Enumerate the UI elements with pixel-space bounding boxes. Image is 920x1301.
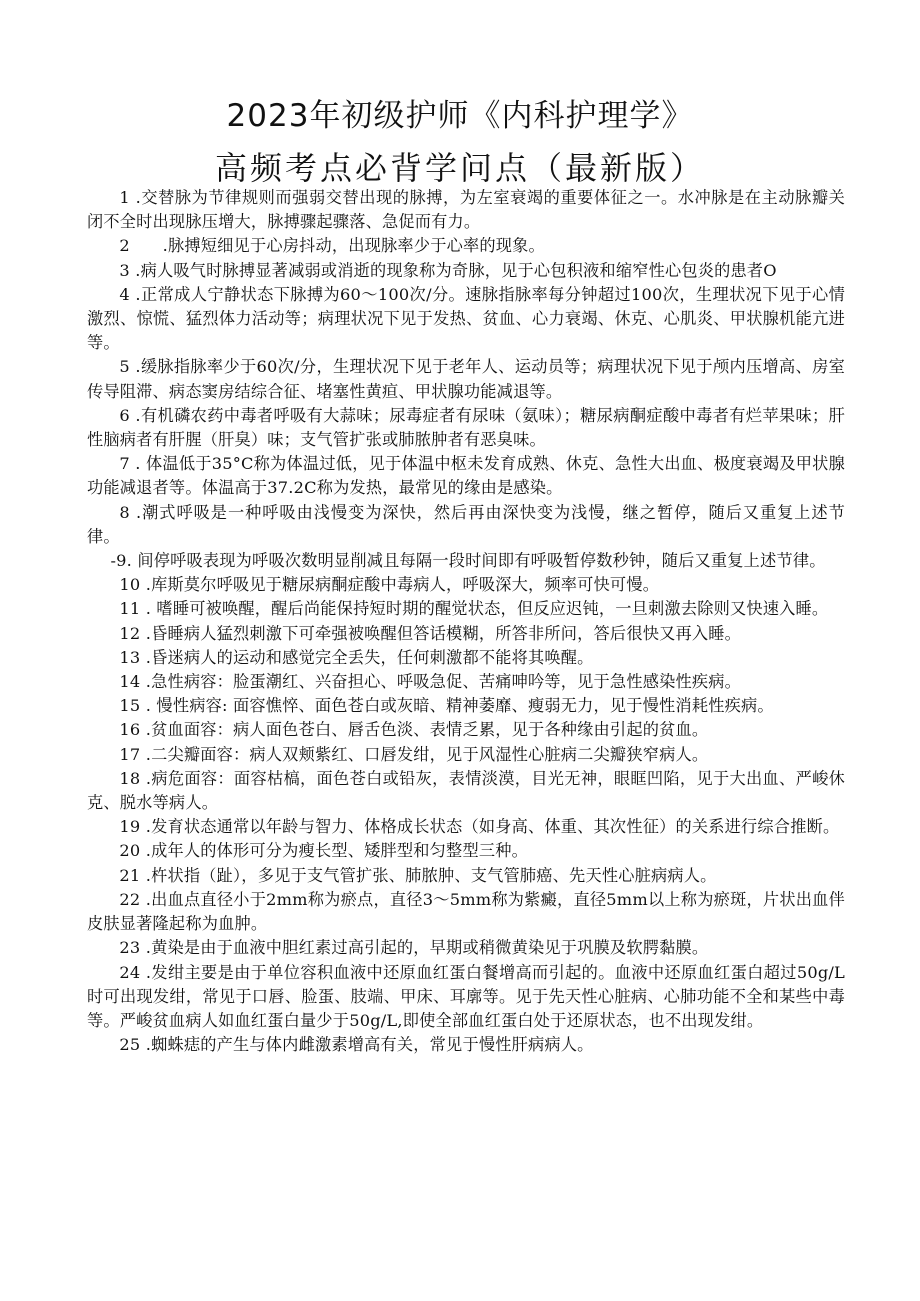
paragraph: 22 .出血点直径小于2mm称为瘀点，直径3～5mm称为紫癜，直径5mm以上称为瘀斑，片状出血伴皮肤显著隆起称为血肿。 [87, 889, 845, 934]
paragraph: 23 .黄染是由于血液中胆红素过高引起的，早期或稍微黄染见于巩膜及软腭黏膜。 [119, 938, 709, 958]
paragraph: -9. 间停呼吸表现为呼吸次数明显削减且每隔一段时间即有呼吸暂停数秒钟，随后又重复上述节律。 [110, 551, 826, 571]
paragraph: 10 .库斯莫尔呼吸见于糖尿病酮症酸中毒病人，呼吸深大，频率可快可慢。 [119, 575, 660, 595]
document-body [87, 186, 845, 1057]
paragraph: 6 .有机磷农药中毒者呼吸有大蒜味；尿毒症者有尿味（氨味）；糖尿病酮症酸中毒者有烂苹果味；肝性脑病者有肝腥（肝臭）味；支气管扩张或肺脓肿者有恶臭味。 [87, 405, 845, 450]
paragraph: 4 .正常成人宁静状态下脉搏为60～100次/分。速脉指脉率每分钟超过100次，生理状况下见于心情激烈、惊慌、猛烈体力活动等；病理状况下见于发热、贫血、心力衰竭、休克、心肌炎、甲状腺机能亢进等。 [87, 284, 845, 353]
paragraph: 12 .昏睡病人猛烈刺激下可牵强被唤醒但答话模糊，所答非所问，答后很快又再入睡。 [119, 623, 742, 643]
paragraph: 13 .昏迷病人的运动和感觉完全丢失，任何刺激都不能将其唤醒。 [119, 647, 594, 667]
paragraph: 5 .缓脉指脉率少于60次/分，生理状况下见于老年人、运动员等；病理状况下见于颅内压增高、房室传导阻滞、病态窦房结综合征、堵塞性黄疸、甲状腺功能减退等。 [87, 357, 845, 401]
paragraph: 20 .成年人的体形可分为瘦长型、矮胖型和匀整型三种。 [119, 841, 528, 861]
paragraph: 25 .蜘蛛痣的产生与体内雌激素增高有关，常见于慢性肝病病人。 [119, 1035, 594, 1055]
paragraph: 24 .发绀主要是由于单位容积血液中还原血红蛋白餐增高而引起的。血液中还原血红蛋白超过50g/L时可出现发绀，常见于口唇、脸蛋、肢端、甲床、耳廓等。见于先天性心脏病、心肺功能不全和某些中毒等。严峻贫血病人如血红蛋白量少于50g/L,即使全部血红蛋白处于还原状态，也不出现发绀。 [87, 962, 845, 1030]
paragraph: 2 .脉搏短细见于心房抖动，出现脉率少于心率的现象。 [119, 236, 545, 256]
paragraph: 18 .病危面容：面容枯槁，面色苍白或铅灰，表情淡漠，目光无神，眼眶凹陷，见于大出血、严峻休克、脱水等病人。 [87, 768, 845, 813]
paragraph: 17 .二尖瓣面容：病人双颊紫红、口唇发绀，见于风湿性心脏病二尖瓣狭窄病人。 [119, 744, 709, 764]
paragraph: 19 .发育状态通常以年龄与智力、体格成长状态（如身高、体重、其次性征）的关系进行综合推断。 [119, 817, 840, 837]
paragraph: 21 .杵状指（趾），多见于支气管扩张、肺脓肿、支气管肺癌、先天性心脏病病人。 [119, 865, 717, 885]
paragraph: 7 . 体温低于35°C称为体温过低，见于体温中枢未发育成熟、休克、急性大出血、极度衰竭及甲状腺功能减退者等。体温高于37.2C称为发热，最常见的缘由是感染。 [87, 454, 845, 498]
document-title-line2: 高频考点必背学问点（最新版） [214, 149, 705, 187]
paragraph: 11 . 嗜睡可被唤醒，醒后尚能保持短时期的醒觉状态，但反应迟钝，一旦刺激去除则又快速入睡。 [119, 599, 829, 619]
paragraph: 16 .贫血面容：病人面色苍白、唇舌色淡、表情乏累，见于各种缘由引起的贫血。 [119, 720, 709, 740]
paragraph: 1 .交替脉为节律规则而强弱交替出现的脉搏，为左室衰竭的重要体征之一。水冲脉是在主动脉瓣关闭不全时出现脉压增大，脉搏骤起骤落、急促而有力。 [87, 188, 845, 232]
paragraph: 14 .急性病容：脸蛋潮红、兴奋担心、呼吸急促、苦痛呻吟等，见于急性感染性疾病。 [119, 672, 742, 692]
paragraph: 8 .潮式呼吸是一种呼吸由浅慢变为深快，然后再由深快变为浅慢，继之暂停，随后又重复上述节律。 [87, 502, 845, 546]
paragraph: 3 .病人吸气时脉搏显著减弱或消逝的现象称为奇脉，见于心包积液和缩窄性心包炎的患者O [119, 260, 777, 280]
document-title-line1: 2023年初级护师《内科护理学》 [226, 98, 694, 134]
paragraph: 15 . 慢性病容: 面容憔悴、面色苍白或灰暗、精神萎靡、瘦弱无力，见于慢性消耗性疾病。 [119, 696, 774, 716]
